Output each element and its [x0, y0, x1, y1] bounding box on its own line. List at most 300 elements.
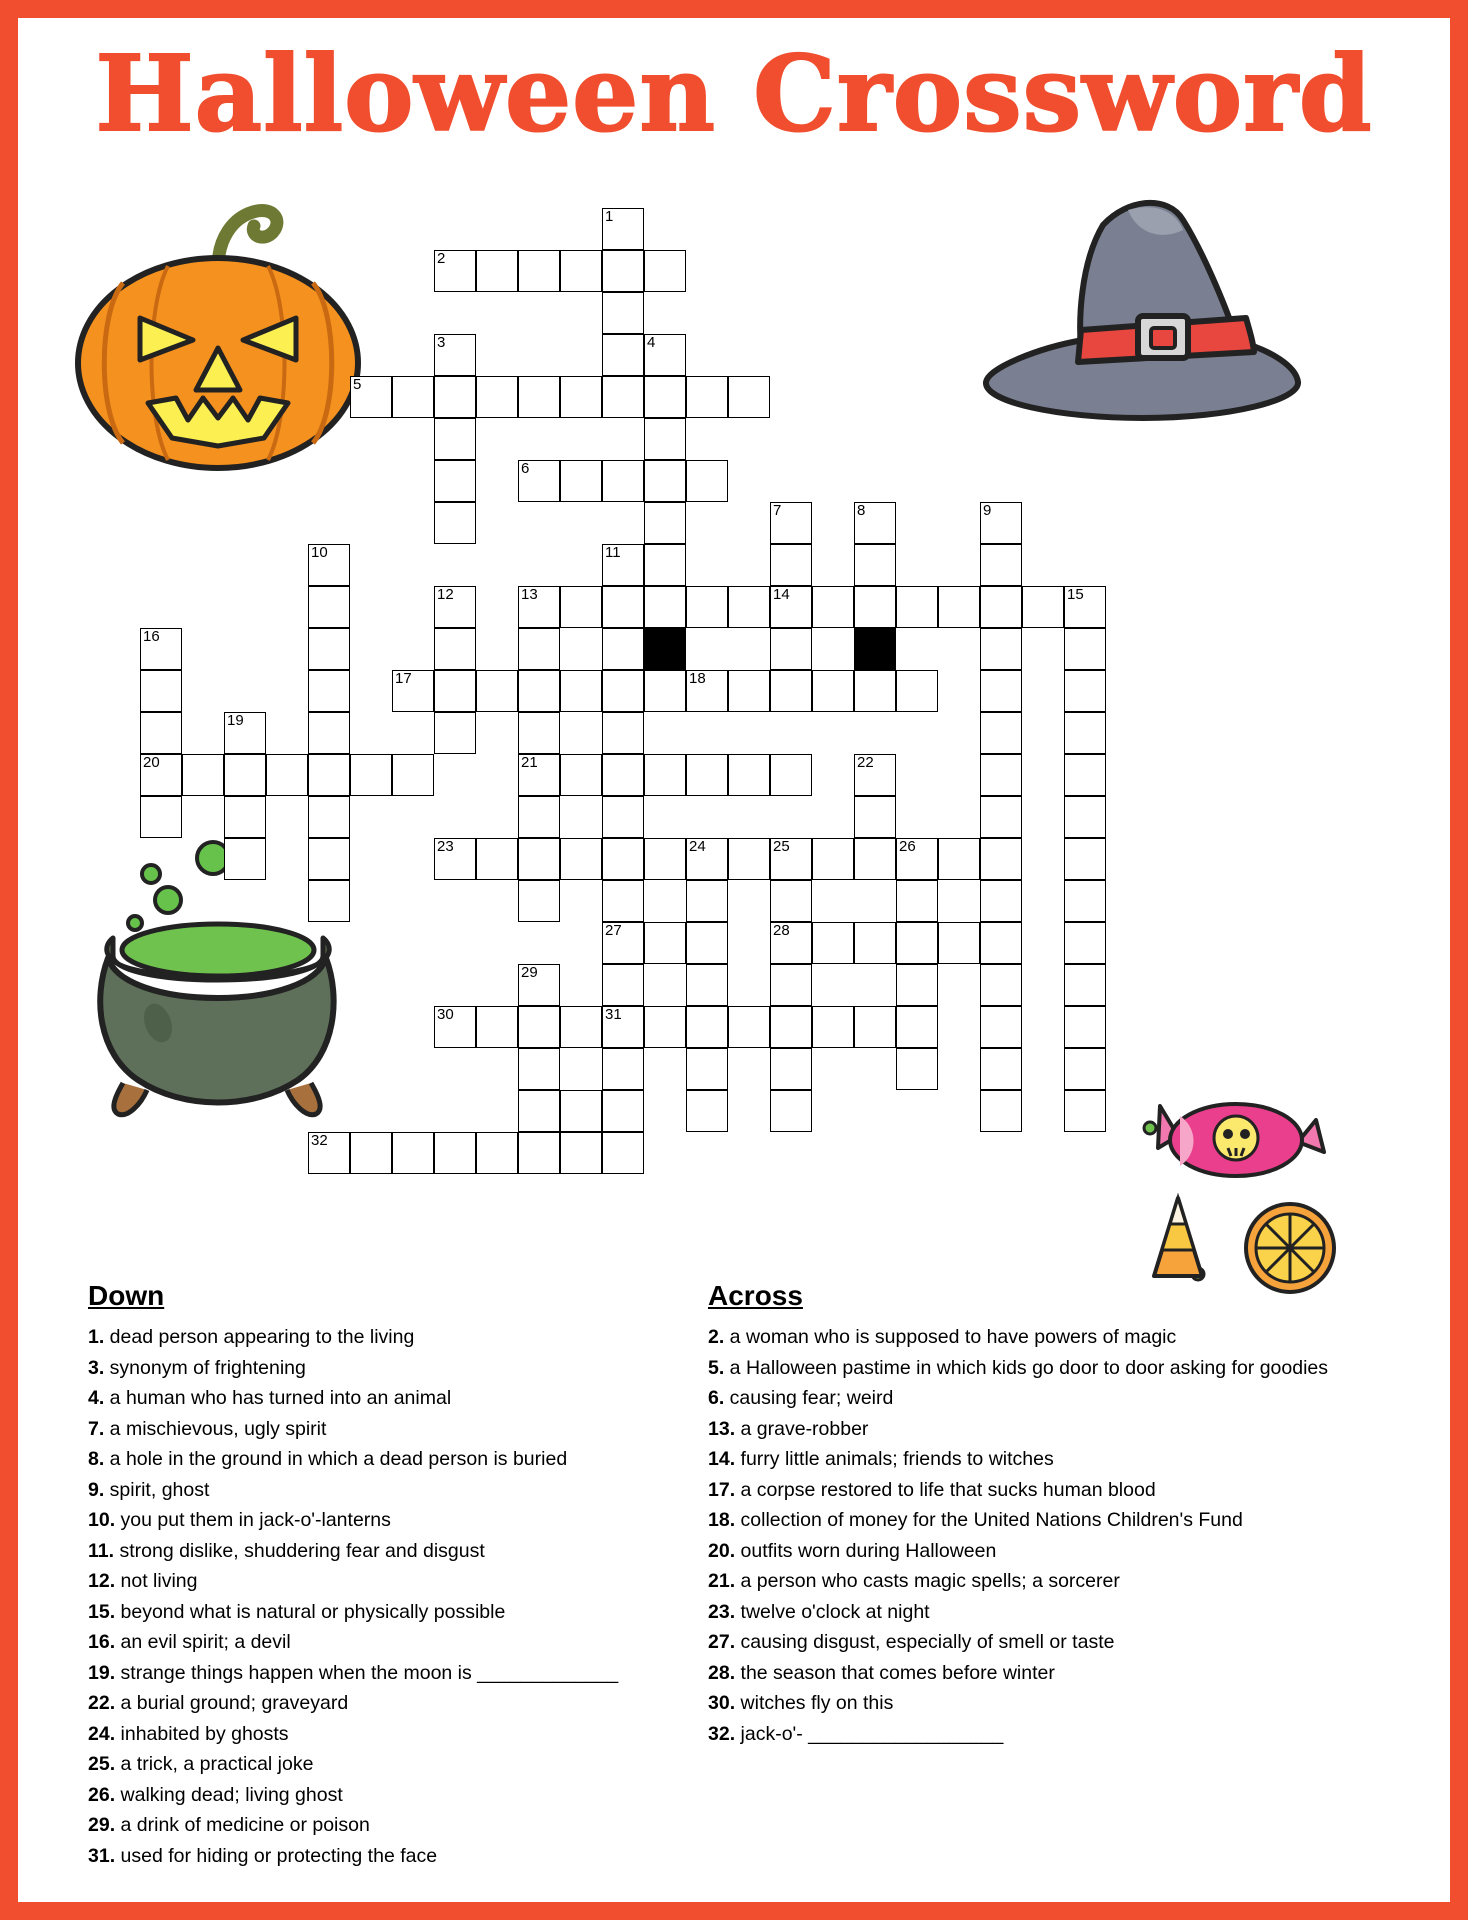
- grid-cell[interactable]: [854, 586, 896, 628]
- grid-cell-blocked: [644, 628, 686, 670]
- grid-cell[interactable]: [308, 544, 350, 586]
- grid-cell[interactable]: [1022, 586, 1064, 628]
- grid-cell[interactable]: [434, 418, 476, 460]
- down-clue-number: 31.: [88, 1844, 116, 1867]
- grid-cell-number: 12: [437, 586, 454, 603]
- across-clue-text: collection of money for the United Nations Children's Fund: [735, 1509, 1243, 1531]
- grid-cell[interactable]: [434, 1006, 476, 1048]
- grid-cell[interactable]: [560, 670, 602, 712]
- grid-cell[interactable]: [644, 250, 686, 292]
- across-clue-text: the season that comes before winter: [735, 1661, 1055, 1684]
- grid-cell[interactable]: [770, 1090, 812, 1132]
- grid-cell[interactable]: [434, 250, 476, 292]
- down-clue-number: 7.: [88, 1417, 105, 1440]
- grid-cell[interactable]: [560, 250, 602, 292]
- grid-cell[interactable]: [518, 1048, 560, 1090]
- down-clue-number: 12.: [88, 1570, 116, 1592]
- grid-cell[interactable]: [686, 376, 728, 418]
- grid-cell[interactable]: [896, 922, 938, 964]
- grid-cell[interactable]: [518, 964, 560, 1006]
- down-clue: [88, 1566, 708, 1597]
- grid-cell[interactable]: [308, 712, 350, 754]
- grid-cell[interactable]: [308, 670, 350, 712]
- grid-cell-number: 1: [605, 208, 614, 225]
- down-clue-text: spirit, ghost: [104, 1478, 210, 1501]
- down-clue: [88, 1749, 708, 1780]
- grid-cell-number: 15: [1067, 586, 1084, 603]
- grid-cell[interactable]: [140, 670, 182, 712]
- grid-cell[interactable]: [602, 838, 644, 880]
- grid-cell[interactable]: [812, 586, 854, 628]
- grid-cell[interactable]: [1064, 586, 1106, 628]
- across-clue-number: 5.: [708, 1356, 725, 1379]
- grid-cell[interactable]: [854, 670, 896, 712]
- grid-cell[interactable]: [980, 754, 1022, 796]
- across-clue-text: a grave-robber: [735, 1417, 869, 1440]
- grid-cell[interactable]: [980, 544, 1022, 586]
- grid-cell[interactable]: [434, 712, 476, 754]
- grid-cell-blocked: [854, 628, 896, 670]
- grid-cell[interactable]: [896, 670, 938, 712]
- across-clue: [708, 1688, 1438, 1719]
- across-clue: [708, 1475, 1438, 1506]
- grid-cell-number: 31: [605, 1006, 622, 1023]
- grid-cell[interactable]: [1064, 628, 1106, 670]
- down-clue-number: 8.: [88, 1448, 105, 1470]
- grid-cell[interactable]: [602, 670, 644, 712]
- grid-cell[interactable]: [770, 544, 812, 586]
- grid-cell[interactable]: [980, 1048, 1022, 1090]
- grid-cell[interactable]: [476, 670, 518, 712]
- grid-cell[interactable]: [1064, 1090, 1106, 1132]
- grid-cell[interactable]: [896, 880, 938, 922]
- grid-cell-number: 11: [605, 544, 621, 561]
- grid-cell[interactable]: [1064, 880, 1106, 922]
- grid-cell[interactable]: [686, 586, 728, 628]
- across-clue: [708, 1658, 1438, 1689]
- down-clue-number: 16.: [88, 1631, 116, 1653]
- grid-cell[interactable]: [854, 502, 896, 544]
- grid-cell[interactable]: [602, 208, 644, 250]
- grid-cell[interactable]: [728, 376, 770, 418]
- grid-cell[interactable]: [1064, 796, 1106, 838]
- grid-cell[interactable]: [224, 838, 266, 880]
- grid-cell-number: 30: [437, 1006, 454, 1023]
- grid-cell[interactable]: [476, 376, 518, 418]
- across-clue-number: 18.: [708, 1509, 736, 1531]
- grid-cell-number: 20: [143, 754, 160, 771]
- grid-cell[interactable]: [518, 754, 560, 796]
- grid-cell[interactable]: [518, 628, 560, 670]
- grid-cell[interactable]: [392, 376, 434, 418]
- grid-cell[interactable]: [140, 796, 182, 838]
- grid-cell[interactable]: [770, 502, 812, 544]
- grid-cell[interactable]: [308, 796, 350, 838]
- grid-cell[interactable]: [602, 1090, 644, 1132]
- grid-cell[interactable]: [770, 964, 812, 1006]
- grid-cell-number: 29: [521, 964, 538, 981]
- across-clue: [708, 1383, 1438, 1414]
- grid-cell[interactable]: [560, 1006, 602, 1048]
- grid-cell[interactable]: [140, 628, 182, 670]
- grid-cell[interactable]: [812, 922, 854, 964]
- grid-cell[interactable]: [350, 1132, 392, 1174]
- grid-cell[interactable]: [686, 670, 728, 712]
- grid-cell[interactable]: [602, 754, 644, 796]
- down-clue-text: strong dislike, shuddering fear and disgust: [114, 1539, 485, 1562]
- grid-cell[interactable]: [308, 838, 350, 880]
- grid-cell[interactable]: [224, 712, 266, 754]
- across-clue-text: twelve o'clock at night: [735, 1600, 930, 1623]
- grid-cell-number: 14: [773, 586, 790, 603]
- down-clue-number: 15.: [88, 1600, 116, 1623]
- across-clue-number: 2.: [708, 1326, 725, 1348]
- grid-cell[interactable]: [602, 250, 644, 292]
- grid-cell[interactable]: [770, 586, 812, 628]
- grid-cell[interactable]: [728, 586, 770, 628]
- across-clue: [708, 1719, 1438, 1750]
- grid-cell[interactable]: [602, 712, 644, 754]
- down-clue-text: a human who has turned into an animal: [104, 1387, 452, 1409]
- grid-cell[interactable]: [518, 838, 560, 880]
- grid-cell[interactable]: [644, 1006, 686, 1048]
- across-clue-number: 6.: [708, 1387, 725, 1409]
- grid-cell-number: 13: [521, 586, 538, 603]
- across-clues-column: [708, 1280, 1438, 1749]
- grid-cell[interactable]: [644, 502, 686, 544]
- across-clue-number: 30.: [708, 1692, 736, 1714]
- grid-cell[interactable]: [602, 376, 644, 418]
- grid-cell[interactable]: [770, 754, 812, 796]
- down-clue: [88, 1414, 708, 1445]
- down-clue: [88, 1658, 708, 1689]
- down-clue-text: strange things happen when the moon is _____________: [115, 1661, 619, 1684]
- down-clue-number: 4.: [88, 1387, 105, 1409]
- grid-cell[interactable]: [1064, 838, 1106, 880]
- grid-cell[interactable]: [644, 334, 686, 376]
- across-clue-number: 28.: [708, 1661, 736, 1684]
- down-clue: [88, 1719, 708, 1750]
- grid-cell[interactable]: [518, 712, 560, 754]
- grid-cell[interactable]: [350, 376, 392, 418]
- grid-cell[interactable]: [602, 628, 644, 670]
- down-clue: [88, 1505, 708, 1536]
- down-heading: Down: [88, 1280, 165, 1311]
- grid-cell[interactable]: [686, 880, 728, 922]
- grid-cell[interactable]: [644, 670, 686, 712]
- grid-cell[interactable]: [1064, 670, 1106, 712]
- grid-cell[interactable]: [854, 838, 896, 880]
- grid-cell[interactable]: [896, 1006, 938, 1048]
- grid-cell[interactable]: [686, 1048, 728, 1090]
- grid-cell[interactable]: [434, 376, 476, 418]
- down-clue-text: synonym of frightening: [104, 1356, 306, 1379]
- grid-cell[interactable]: [266, 754, 308, 796]
- grid-cell-number: 17: [395, 670, 412, 687]
- grid-cell-number: 22: [857, 754, 874, 771]
- grid-cell[interactable]: [644, 838, 686, 880]
- grid-cell[interactable]: [728, 670, 770, 712]
- grid-cell[interactable]: [854, 1006, 896, 1048]
- down-clue-number: 11.: [88, 1539, 115, 1562]
- grid-cell[interactable]: [854, 754, 896, 796]
- grid-cell[interactable]: [980, 628, 1022, 670]
- down-clue-text: a hole in the ground in which a dead person is buried: [104, 1448, 568, 1470]
- grid-cell-number: 26: [899, 838, 916, 855]
- grid-cell[interactable]: [434, 1132, 476, 1174]
- grid-cell[interactable]: [980, 670, 1022, 712]
- down-clue-number: 25.: [88, 1753, 116, 1775]
- grid-cell[interactable]: [686, 922, 728, 964]
- across-clue: [708, 1627, 1438, 1658]
- grid-cell[interactable]: [770, 880, 812, 922]
- grid-cell[interactable]: [602, 586, 644, 628]
- grid-cell[interactable]: [644, 544, 686, 586]
- grid-cell[interactable]: [686, 1006, 728, 1048]
- grid-cell[interactable]: [980, 586, 1022, 628]
- grid-cell[interactable]: [560, 754, 602, 796]
- grid-cell[interactable]: [1064, 712, 1106, 754]
- grid-cell[interactable]: [896, 586, 938, 628]
- down-clue-number: 26.: [88, 1783, 116, 1806]
- grid-cell[interactable]: [728, 838, 770, 880]
- down-clue: [88, 1627, 708, 1658]
- grid-cell[interactable]: [392, 1132, 434, 1174]
- grid-cell[interactable]: [476, 1006, 518, 1048]
- grid-cell[interactable]: [140, 712, 182, 754]
- grid-cell[interactable]: [1064, 754, 1106, 796]
- grid-cell[interactable]: [602, 922, 644, 964]
- grid-cell[interactable]: [1064, 1006, 1106, 1048]
- grid-cell[interactable]: [434, 838, 476, 880]
- down-clue-number: 24.: [88, 1722, 116, 1745]
- grid-cell[interactable]: [896, 964, 938, 1006]
- down-clue-text: a burial ground; graveyard: [115, 1692, 349, 1714]
- grid-cell-number: 27: [605, 922, 622, 939]
- across-clue: [708, 1444, 1438, 1475]
- grid-cell-number: 24: [689, 838, 706, 855]
- down-clue: [88, 1444, 708, 1475]
- grid-cell[interactable]: [392, 754, 434, 796]
- across-clue-number: 21.: [708, 1570, 736, 1592]
- across-clue-number: 20.: [708, 1539, 736, 1562]
- down-clue-text: not living: [115, 1570, 198, 1592]
- grid-cell[interactable]: [308, 1132, 350, 1174]
- grid-cell[interactable]: [644, 754, 686, 796]
- across-clue-number: 32.: [708, 1722, 736, 1745]
- grid-cell-number: 7: [773, 502, 782, 519]
- grid-cell[interactable]: [182, 754, 224, 796]
- down-clue: [88, 1688, 708, 1719]
- grid-cell[interactable]: [434, 586, 476, 628]
- grid-cell[interactable]: [980, 712, 1022, 754]
- down-clue-text: a drink of medicine or poison: [115, 1814, 370, 1836]
- grid-cell[interactable]: [560, 838, 602, 880]
- down-clue-number: 29.: [88, 1814, 116, 1836]
- grid-cell[interactable]: [728, 754, 770, 796]
- grid-cell[interactable]: [770, 628, 812, 670]
- grid-cell[interactable]: [854, 796, 896, 838]
- grid-cell[interactable]: [518, 880, 560, 922]
- grid-cell[interactable]: [518, 670, 560, 712]
- across-clue-number: 27.: [708, 1631, 736, 1653]
- grid-cell[interactable]: [896, 1048, 938, 1090]
- grid-cell[interactable]: [644, 376, 686, 418]
- grid-cell[interactable]: [602, 964, 644, 1006]
- grid-cell-number: 3: [437, 334, 446, 351]
- grid-cell[interactable]: [434, 628, 476, 670]
- grid-cell[interactable]: [686, 460, 728, 502]
- grid-cell[interactable]: [938, 586, 980, 628]
- across-clue: [708, 1597, 1438, 1628]
- down-clue: [88, 1383, 708, 1414]
- grid-cell[interactable]: [854, 544, 896, 586]
- down-clue: [88, 1322, 708, 1353]
- grid-cell[interactable]: [308, 880, 350, 922]
- grid-cell[interactable]: [644, 922, 686, 964]
- grid-cell[interactable]: [686, 1090, 728, 1132]
- grid-cell[interactable]: [560, 460, 602, 502]
- grid-cell[interactable]: [980, 964, 1022, 1006]
- grid-cell[interactable]: [602, 796, 644, 838]
- grid-cell[interactable]: [686, 964, 728, 1006]
- grid-cell[interactable]: [602, 544, 644, 586]
- down-clue: [88, 1536, 708, 1567]
- grid-cell[interactable]: [980, 922, 1022, 964]
- grid-cell[interactable]: [602, 292, 644, 334]
- grid-cell[interactable]: [602, 460, 644, 502]
- grid-cell[interactable]: [1064, 964, 1106, 1006]
- grid-cell[interactable]: [644, 418, 686, 460]
- down-clue-number: 10.: [88, 1509, 116, 1531]
- grid-cell[interactable]: [602, 1132, 644, 1174]
- grid-cell[interactable]: [434, 502, 476, 544]
- down-clue-text: beyond what is natural or physically possible: [115, 1600, 506, 1623]
- down-clue-text: you put them in jack-o'-lanterns: [115, 1509, 391, 1531]
- grid-cell[interactable]: [686, 754, 728, 796]
- down-clue: [88, 1780, 708, 1811]
- grid-cell[interactable]: [770, 670, 812, 712]
- across-clue-text: a person who casts magic spells; a sorcerer: [735, 1570, 1120, 1592]
- worksheet-page: [18, 18, 1450, 1902]
- grid-cell[interactable]: [518, 460, 560, 502]
- across-clue-text: a Halloween pastime in which kids go door to door asking for goodies: [724, 1356, 1329, 1379]
- down-clue: [88, 1353, 708, 1384]
- grid-cell[interactable]: [560, 586, 602, 628]
- grid-cell[interactable]: [518, 250, 560, 292]
- grid-cell[interactable]: [980, 796, 1022, 838]
- grid-cell[interactable]: [476, 250, 518, 292]
- clue-lists: [18, 1280, 1450, 1900]
- grid-cell[interactable]: [602, 880, 644, 922]
- grid-cell-number: 10: [311, 544, 328, 561]
- grid-cell[interactable]: [854, 922, 896, 964]
- grid-cell[interactable]: [518, 376, 560, 418]
- grid-cell[interactable]: [518, 1132, 560, 1174]
- grid-cell[interactable]: [518, 586, 560, 628]
- down-clue: [88, 1810, 708, 1841]
- grid-cell[interactable]: [602, 1048, 644, 1090]
- grid-cell[interactable]: [518, 796, 560, 838]
- down-clue-text: inhabited by ghosts: [115, 1722, 289, 1745]
- grid-cell[interactable]: [980, 502, 1022, 544]
- grid-cell[interactable]: [560, 1090, 602, 1132]
- grid-cell[interactable]: [308, 628, 350, 670]
- across-clue: [708, 1414, 1438, 1445]
- grid-cell[interactable]: [518, 1090, 560, 1132]
- grid-cell[interactable]: [644, 586, 686, 628]
- grid-cell[interactable]: [560, 1132, 602, 1174]
- grid-cell[interactable]: [602, 1006, 644, 1048]
- crossword-grid[interactable]: [18, 18, 1450, 1278]
- grid-cell[interactable]: [980, 880, 1022, 922]
- grid-cell[interactable]: [224, 796, 266, 838]
- grid-cell[interactable]: [770, 1048, 812, 1090]
- grid-cell[interactable]: [938, 922, 980, 964]
- grid-cell[interactable]: [980, 1006, 1022, 1048]
- grid-cell[interactable]: [980, 1090, 1022, 1132]
- page-title: Halloween Crossword: [95, 32, 1373, 155]
- grid-cell[interactable]: [686, 838, 728, 880]
- grid-cell[interactable]: [728, 1006, 770, 1048]
- grid-cell-number: 2: [437, 250, 446, 267]
- grid-cell[interactable]: [434, 460, 476, 502]
- grid-cell-number: 6: [521, 460, 530, 477]
- grid-cell[interactable]: [308, 586, 350, 628]
- grid-cell[interactable]: [644, 460, 686, 502]
- grid-cell[interactable]: [812, 670, 854, 712]
- grid-cell[interactable]: [812, 1006, 854, 1048]
- grid-cell[interactable]: [224, 754, 266, 796]
- grid-cell[interactable]: [350, 754, 392, 796]
- grid-cell[interactable]: [980, 838, 1022, 880]
- grid-cell[interactable]: [770, 838, 812, 880]
- grid-cell[interactable]: [392, 670, 434, 712]
- grid-cell-number: 8: [857, 502, 866, 519]
- across-clue-text: causing fear; weird: [724, 1387, 894, 1409]
- across-clue-text: furry little animals; friends to witches: [735, 1448, 1054, 1470]
- across-clue: [708, 1353, 1438, 1384]
- grid-cell-number: 19: [227, 712, 244, 729]
- down-clue: [88, 1597, 708, 1628]
- grid-cell[interactable]: [308, 754, 350, 796]
- grid-cell[interactable]: [602, 334, 644, 376]
- down-clue-text: walking dead; living ghost: [115, 1783, 343, 1806]
- grid-cell[interactable]: [1064, 922, 1106, 964]
- grid-cell[interactable]: [938, 838, 980, 880]
- grid-cell[interactable]: [1064, 1048, 1106, 1090]
- grid-cell[interactable]: [560, 376, 602, 418]
- grid-cell-number: 32: [311, 1132, 328, 1149]
- grid-cell[interactable]: [476, 1132, 518, 1174]
- grid-cell[interactable]: [434, 334, 476, 376]
- grid-cell[interactable]: [518, 1006, 560, 1048]
- grid-cell[interactable]: [812, 838, 854, 880]
- grid-cell[interactable]: [770, 922, 812, 964]
- grid-cell[interactable]: [896, 838, 938, 880]
- grid-cell[interactable]: [770, 1006, 812, 1048]
- across-clue-number: 23.: [708, 1600, 736, 1623]
- across-clue-text: causing disgust, especially of smell or taste: [735, 1631, 1115, 1653]
- grid-cell[interactable]: [476, 838, 518, 880]
- across-clue-text: jack-o'- __________________: [735, 1722, 1004, 1745]
- down-clue-text: a mischievous, ugly spirit: [104, 1417, 327, 1440]
- grid-cell[interactable]: [434, 670, 476, 712]
- down-clue-number: 9.: [88, 1478, 105, 1501]
- down-clue-number: 22.: [88, 1692, 116, 1714]
- grid-cell-number: 21: [521, 754, 538, 771]
- grid-cell[interactable]: [140, 754, 182, 796]
